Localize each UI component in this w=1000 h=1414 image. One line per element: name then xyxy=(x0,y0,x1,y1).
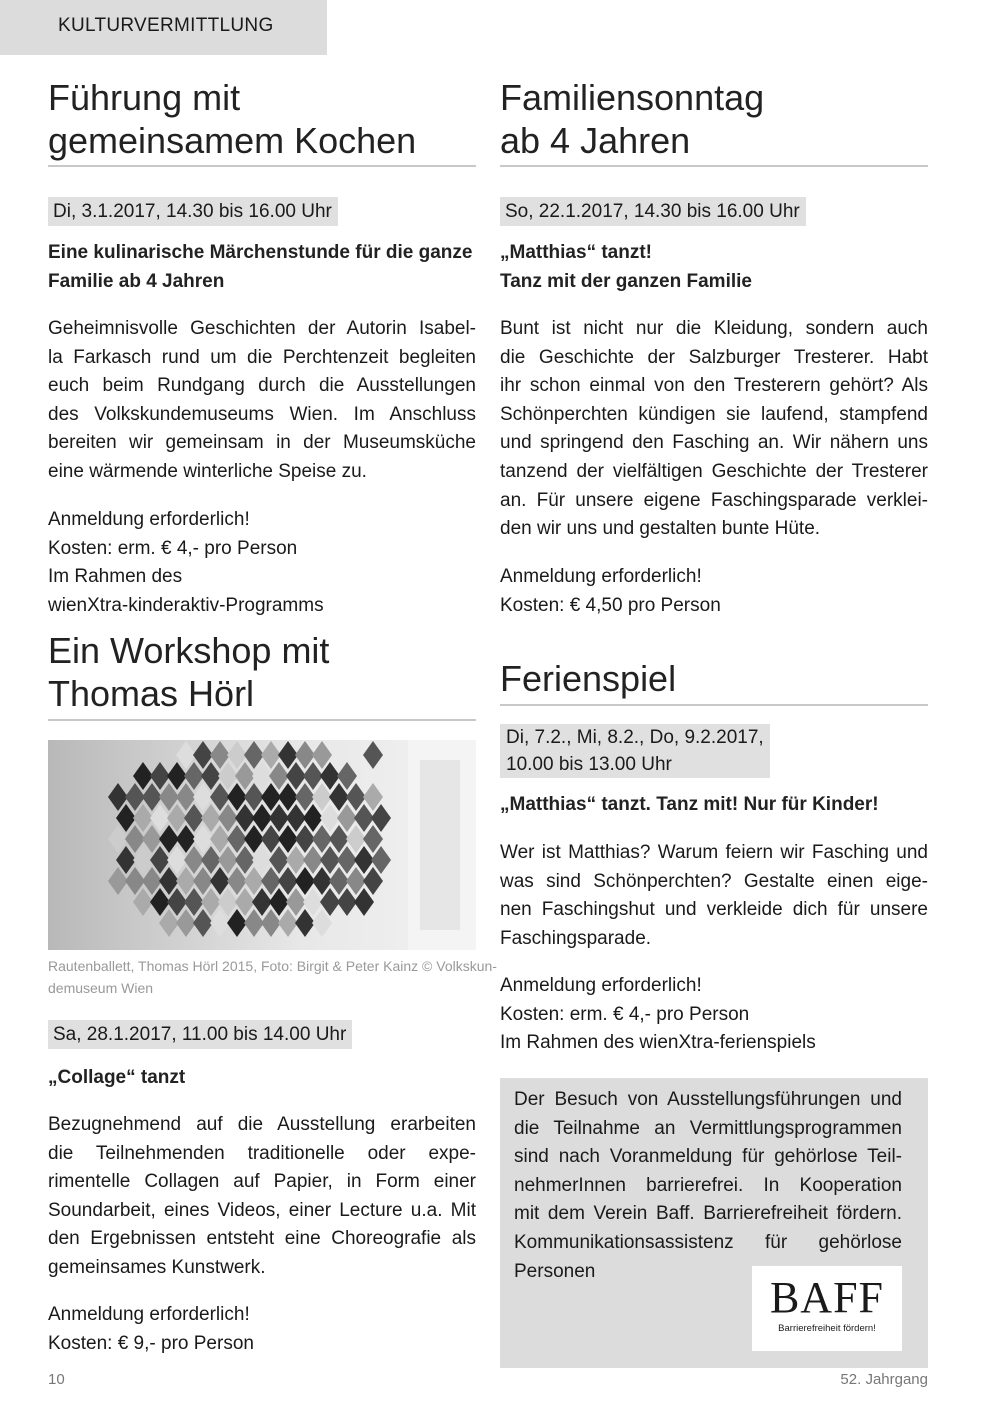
text-line: nen Faschingshut und verkleide dich für unsere xyxy=(500,899,928,921)
text-line: Soundarbeit, eines Videos, einer Lecture u.a. Mit xyxy=(48,1199,476,1221)
text-line: Ein Workshop mit xyxy=(48,630,330,671)
text-line: Bunt ist nicht nur die Kleidung, sondern auch xyxy=(500,318,928,339)
text-line: Anmeldung erforderlich! xyxy=(500,975,702,996)
issue-label: 52. Jahrgang xyxy=(840,1371,928,1388)
text-line: Bezugnehmend auf die Ausstellung erarbeiten xyxy=(48,1114,476,1135)
text-line: Wer ist Matthias? Warum feiern wir Fasching und xyxy=(500,842,928,863)
event-info xyxy=(500,972,816,1058)
baff-logo-name: BAFF xyxy=(769,1273,885,1322)
event-date: So, 22.1.2017, 14.30 bis 16.00 Uhr xyxy=(500,197,806,226)
event-title xyxy=(48,76,416,162)
text-line: bereiten wir gemeinsam in der Museumsküche xyxy=(48,432,476,454)
text-line: die Teilnehmenden traditionelle oder expe- xyxy=(48,1142,476,1164)
text-line: Familiensonntag xyxy=(500,77,765,118)
baff-logo-tagline: Barrierefreiheit fördern! xyxy=(778,1323,876,1334)
text-line: 10.00 bis 13.00 Uhr xyxy=(506,754,672,775)
page-number: 10 xyxy=(48,1371,65,1388)
text-line: „Matthias“ tanzt! xyxy=(500,242,652,263)
text-line: Kosten: erm. € 4,- pro Person xyxy=(500,1003,750,1025)
text-line: Im Rahmen des wienXtra-ferienspiels xyxy=(500,1032,816,1054)
text-line: „Matthias“ tanzt. Tanz mit! Nur für Kinder! xyxy=(500,794,879,815)
text-line: nehmerInnen barrierefrei. In Kooperation xyxy=(514,1174,902,1196)
text-line: rimentelle Collagen auf Papier, in Form einer xyxy=(48,1171,476,1193)
event-title xyxy=(500,76,764,162)
text-line: Anmeldung erforderlich! xyxy=(500,566,702,587)
text-line: Thomas Hörl xyxy=(48,673,255,714)
section-label: KULTURVERMITTLUNG xyxy=(58,15,274,36)
event-title xyxy=(48,629,329,715)
text-line: die Teilnahme an Vermittlungsprogrammen xyxy=(514,1117,902,1139)
text-line: Di, 7.2., Mi, 8.2., Do, 9.2.2017, xyxy=(506,727,764,748)
photo-caption xyxy=(48,955,497,999)
event-date: Di, 3.1.2017, 14.30 bis 16.00 Uhr xyxy=(48,197,338,226)
text-line: Rautenballett, Thomas Hörl 2015, Foto: Birgit & Peter Kainz © Volkskun- xyxy=(48,958,497,974)
event-date xyxy=(500,724,770,778)
event-subtitle xyxy=(500,239,752,296)
text-line: gemeinsames Kunstwerk. xyxy=(48,1256,266,1278)
text-line: den Ergebnissen entsteht eine Choreografie als xyxy=(48,1228,476,1250)
text-line: und springend den Fasching an. Wir nähern uns xyxy=(500,432,928,454)
event-title xyxy=(500,657,676,700)
text-line: Kosten: € 9,- pro Person xyxy=(48,1332,254,1354)
divider xyxy=(500,165,928,167)
text-line: Faschingsparade. xyxy=(500,927,652,949)
divider xyxy=(500,704,928,706)
event-subtitle xyxy=(48,239,472,296)
baff-logo xyxy=(752,1266,902,1351)
text-line: Geheimnisvolle Geschichten der Autorin Isabel- xyxy=(48,318,476,339)
text-line: was sind Schönperchten? Gestalte einen eige- xyxy=(500,870,928,892)
text-line: Personen xyxy=(514,1260,596,1282)
event-info xyxy=(48,1301,254,1358)
divider xyxy=(48,165,476,167)
text-line: Schönperchten kündigen sie laufend, stampfend xyxy=(500,403,928,425)
event-description xyxy=(48,1111,476,1283)
text-line: demuseum Wien xyxy=(48,980,154,996)
text-line: Der Besuch von Ausstellungsführungen und xyxy=(514,1089,902,1110)
text-line: la Farkasch rund um die Perchtenzeit begleiten xyxy=(48,346,476,368)
event-description xyxy=(500,315,928,544)
event-date: Sa, 28.1.2017, 11.00 bis 14.00 Uhr xyxy=(48,1020,352,1049)
text-line: Führung mit xyxy=(48,77,241,118)
section-tab xyxy=(0,0,327,55)
event-info xyxy=(48,506,324,620)
text-line: Ferienspiel xyxy=(500,658,677,699)
text-line: euch beim Rundgang durch die Ausstellungen xyxy=(48,375,476,397)
text-line: „Collage“ tanzt xyxy=(48,1067,186,1088)
text-line: mit dem Verein Baff. Barrierefreiheit fördern. xyxy=(514,1203,902,1225)
text-line: gemeinsamem Kochen xyxy=(48,120,417,161)
event-description xyxy=(500,839,928,953)
event-subtitle xyxy=(48,1064,185,1093)
text-line: Kosten: erm. € 4,- pro Person xyxy=(48,537,298,559)
event-subtitle xyxy=(500,791,879,820)
text-line: wienXtra-kinderaktiv-Programms xyxy=(48,594,324,616)
text-line: Anmeldung erforderlich! xyxy=(48,1304,250,1325)
text-line: Kommunikationsassistenz für gehörlose xyxy=(514,1231,902,1253)
text-line: den wir uns und gestalten bunte Hüte. xyxy=(500,518,821,540)
text-line: an. Für unsere eigene Faschingsparade verklei- xyxy=(500,489,928,511)
notice-text xyxy=(514,1086,902,1286)
text-line: ab 4 Jahren xyxy=(500,120,691,161)
divider xyxy=(48,719,476,721)
text-line: eine wärmende winterliche Speise zu. xyxy=(48,460,367,482)
text-line: ihr schon einmal von den Tresterern gehört? Als xyxy=(500,375,928,397)
text-line: tanzend der vielfältigen Geschichte der Tresterer xyxy=(500,460,928,482)
text-line: des Volkskundemuseums Wien. Im Anschluss xyxy=(48,403,476,425)
text-line: Kosten: € 4,50 pro Person xyxy=(500,594,721,616)
text-line: sind nach Voranmeldung für gehörlose Teil- xyxy=(514,1146,902,1168)
text-line: Anmeldung erforderlich! xyxy=(48,509,250,530)
text-line: Eine kulinarische Märchenstunde für die ganze xyxy=(48,242,473,263)
event-info xyxy=(500,563,721,620)
text-line: die Geschichte der Salzburger Tresterer. Habt xyxy=(500,346,928,368)
text-line: Familie ab 4 Jahren xyxy=(48,270,225,292)
artwork-photo xyxy=(48,740,476,950)
text-line: Tanz mit der ganzen Familie xyxy=(500,270,752,292)
event-description xyxy=(48,315,476,487)
text-line: Im Rahmen des xyxy=(48,566,183,588)
